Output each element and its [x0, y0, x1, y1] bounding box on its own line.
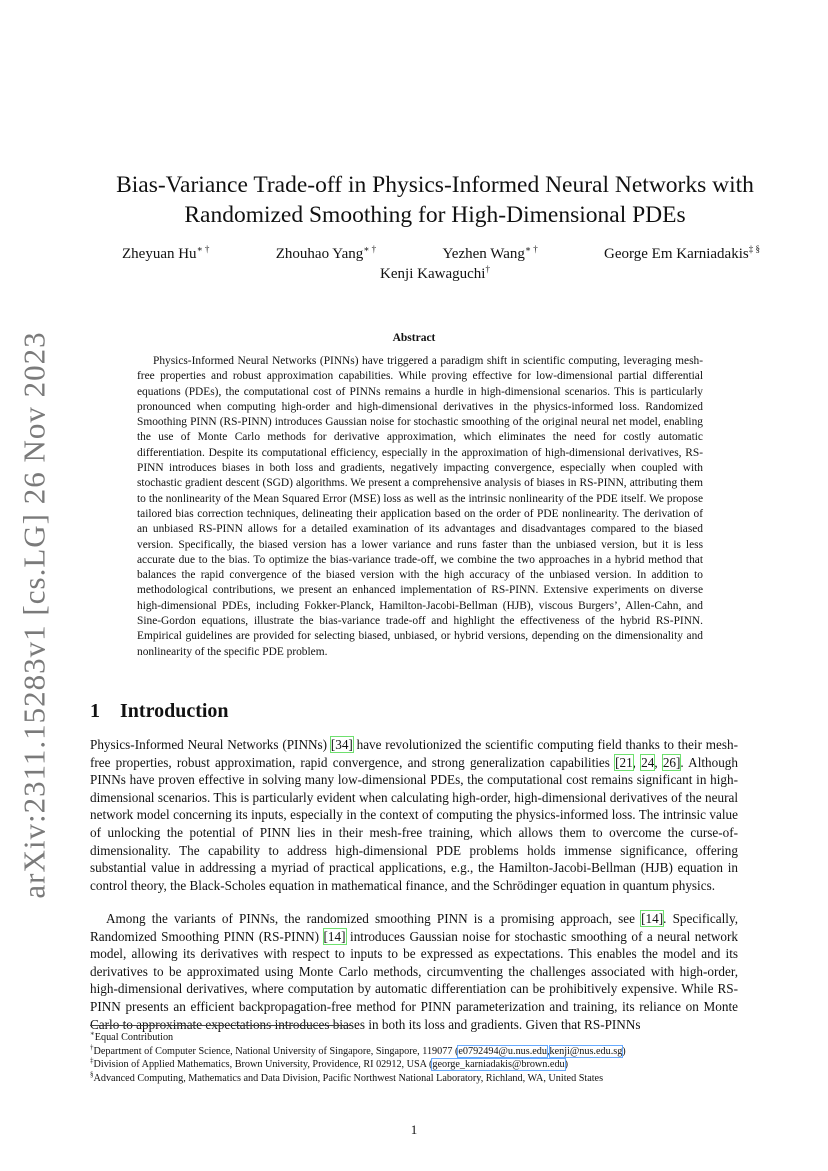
page-number: 1	[410, 1122, 418, 1137]
email-link[interactable]: george_karniadakis@brown.edu	[432, 1059, 565, 1071]
section-title: Introduction	[120, 700, 229, 722]
abstract-text: Physics-Informed Neural Networks (PINNs) have triggered a paradigm shift in scientific computing, leveraging mesh-free properties and robust approximation capabilities. While proving effective for low-dimensional partial differential equations (PDEs), the computational cost of PINNs remains a hurdle in high-dimensional scenarios. This is particularly pronounced when computing high-order and high-dimensional derivatives in the physics-informed loss. Randomized Smoothing PINN (RS-PINN) introduces Gaussian noise for stochastic smoothing of the original neural net model, enabling the use of Monte Carlo methods for derivative approximation, which eliminates the need for costly automatic differentiation. Despite its computational efficiency, especially in the approximation of high-dimensional derivatives, RS-PINN introduces biases in both loss and gradients, negatively impacting convergence, especially when coupled with stochastic gradient descent (SGD) algorithms. We present a comprehensive analysis of biases in RS-PINN, attributing them to the nonlinearity of the Mean Squared Error (MSE) loss as well as the intrinsic nonlinearity of the PDE itself. We propose tailored bias correction techniques, delineating their application based on the order of PDE nonlinearity. The derivation of an unbiased RS-PINN allows for a detailed examination of its advantages and disadvantages compared to the biased version. Specifically, the biased version has a lower variance and runs faster than the unbiased version, but it is less accurate due to the bias. To optimize the bias-variance trade-off, we combine the two approaches in a hybrid method that balances the rapid convergence of the biased version with the high accuracy of the unbiased version. In addition to methodological contributions, we present an enhanced implementation of RS-PINN. Extensive experiments on diverse high-dimensional PDEs, including Fokker-Planck, Hamilton-Jacobi-Bellman (HJB), viscous Burgers’, Allen-Cahn, and Sine-Gordon equations, illustrate the bias-variance trade-off and highlight the effectiveness of the hybrid RS-PINN. Empirical guidelines are provided for selecting biased, unbiased, or hybrid versions, depending on the dimensionality and nonlinearity of the specific PDE problem.	[137, 355, 703, 658]
paper-title	[70, 170, 800, 230]
footnote: ∗Equal Contribution	[90, 1029, 174, 1043]
author: Yezhen Wang∗ †	[442, 244, 538, 262]
footnote: ‡Division of Applied Mathematics, Brown University, Providence, RI 02912, USA (george_karniadakis@brown.edu)	[90, 1056, 569, 1071]
author: George Em Karniadakis‡ §	[604, 244, 760, 262]
author-list	[90, 244, 780, 284]
title-line-1: Bias-Variance Trade-off in Physics-Informed Neural Networks with	[116, 172, 754, 198]
citation-link[interactable]: [34]	[330, 737, 353, 752]
abstract-heading: Abstract	[392, 332, 436, 344]
title-line-2: Randomized Smoothing for High-Dimensional PDEs	[184, 202, 686, 228]
author: Kenji Kawaguchi†	[380, 264, 490, 282]
email-link[interactable]: kenji@nus.edu.sg	[549, 1045, 623, 1057]
intro-paragraph-1: Physics-Informed Neural Networks (PINNs) [34] have revolutionized the scientific computing field thanks to their mesh-free properties, robust approximation, rapid convergence, and strong generalization capabilities [21, 24, 26]. Although PINNs have proven effective in solving many low-dimensional PDEs, the computational cost remains significant in high-dimensional scenarios. This is particularly evident when calculating high-order, high-dimensional derivatives of the neural network model concerning its inputs, especially in the context of computing the physics-informed loss. The intrinsic value of unlocking the potential of PINN lies in their mesh-free training, which allows them to overcome the curse-of-dimensionality. The capability to address high-dimensional PDE problems holds immense significance, offering substantial value in addressing a myriad of practical applications, e.g., the Hamilton-Jacobi-Bellman (HJB) equation in control theory, the Black-Scholes equation in mathematical finance, and the Schrödinger equation in quantum physics.	[90, 737, 739, 893]
footnote-divider	[90, 1025, 350, 1026]
footnotes	[90, 1031, 750, 1085]
citation-link[interactable]: 26]	[662, 754, 681, 770]
citation-link[interactable]: [14]	[323, 928, 346, 944]
section-heading	[90, 700, 229, 723]
citation-link[interactable]: 24	[641, 754, 655, 770]
citation-link[interactable]: [21	[615, 754, 633, 770]
author: Zhouhao Yang∗ †	[275, 244, 377, 262]
citation-link[interactable]: [14]	[641, 911, 664, 926]
arxiv-identifier: arXiv:2311.15283v1 [cs.LG] 26 Nov 2023	[17, 331, 53, 899]
section-number: 1	[90, 700, 100, 722]
author: Zheyuan Hu∗ †	[122, 244, 210, 262]
footnote: §Advanced Computing, Mathematics and Data Division, Pacific Northwest National Laboratory, Richland, WA, United States	[90, 1070, 604, 1084]
email-link[interactable]: e0792494@u.nus.edu	[458, 1045, 547, 1057]
footnote: †Department of Computer Science, National University of Singapore, Singapore, 119077 (e0792494@u.nus.edu,kenji@nus.edu.sg)	[90, 1043, 626, 1057]
arxiv-side-stamp	[5, 331, 65, 899]
intro-paragraph-2: Among the variants of PINNs, the randomized smoothing PINN is a promising approach, see [14]. Specifically, Randomized Smoothing PINN (RS-PINN) [14] introduces Gaussian noise for stochastic smoothing of a neural network model, allowing its derivatives with respect to inputs to be expressed as expectations. This enables the model and its derivatives to be approximated using Monte Carlo methods, circumventing the challenges associated with high-order, high-dimensional derivatives, where computation by automatic differentiation can be prohibitively expensive. While RS-PINN presents an efficient backpropagation-free method for PINN parameterization and training, its reliance on Monte Carlo to approximate expectations introduces biases in both its loss and gradients. Given that RS-PINNs	[90, 911, 738, 1032]
